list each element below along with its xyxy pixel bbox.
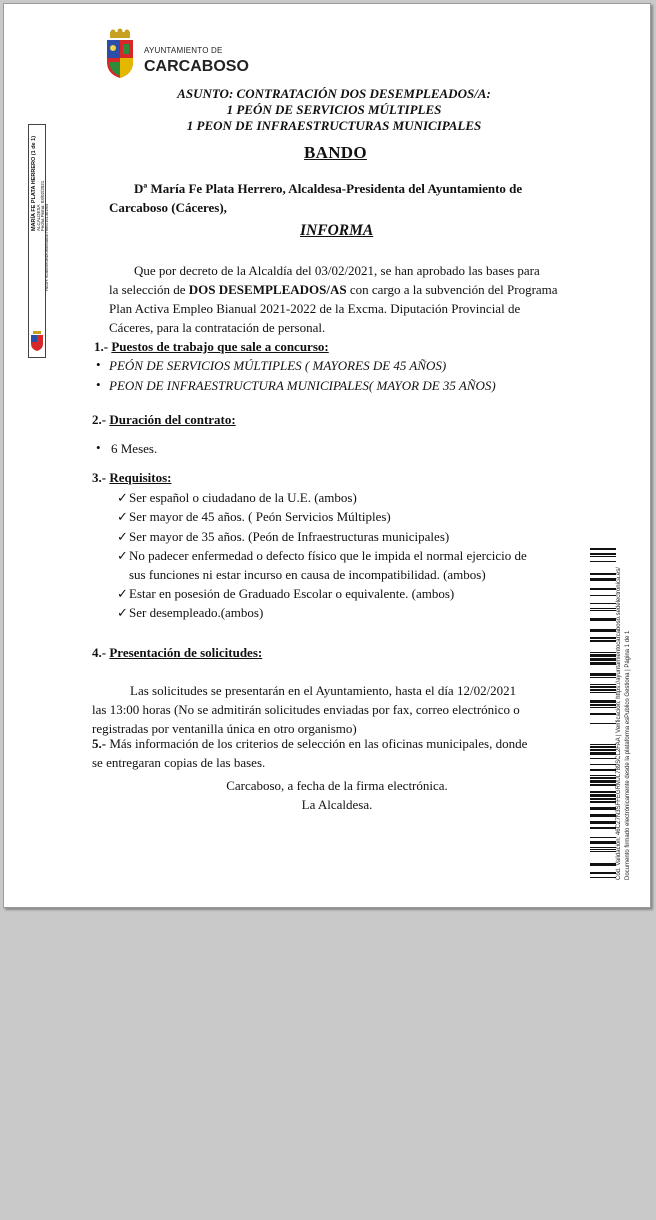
submission-paragraph bbox=[92, 681, 582, 738]
document-page bbox=[3, 3, 651, 908]
intro-block bbox=[109, 179, 583, 217]
requirement-text: Ser desempleado.(ambos) bbox=[129, 605, 264, 620]
stamp-date: Fecha Firma: 03/02/2021 bbox=[40, 180, 45, 231]
position-item-1: PEÓN DE SERVICIOS MÚLTIPLES ( MAYORES DE 45 AÑOS) bbox=[109, 358, 447, 373]
requirement-item-4-cont: sus funciones ni estar incurso en causa de incompatibilidad. (ambos) bbox=[129, 567, 486, 582]
requirement-item-5 bbox=[117, 586, 454, 602]
duration-item: 6 Meses. bbox=[111, 441, 158, 456]
section-number: 1.- bbox=[94, 339, 112, 354]
info-line-2: se entregaran copias de las bases. bbox=[92, 755, 266, 770]
subject-line-3: 1 PEON DE INFRAESTRUCTURAS MUNICIPALES bbox=[186, 118, 482, 133]
verification-text bbox=[616, 567, 646, 1220]
body-text: la selección de bbox=[109, 282, 189, 297]
bullet-icon: • bbox=[96, 377, 101, 392]
checkmark-icon: ✓ bbox=[117, 490, 128, 505]
stamp-hash: HASH: ff2d5c9e0e4e0f5b6a8f2b7f6fcc1613b1f64 bbox=[44, 203, 49, 291]
stamp-signer: MARÍA FE PLATA HERRERO (1 de 1) bbox=[31, 135, 37, 231]
requirement-item-3 bbox=[117, 529, 449, 545]
subject-block bbox=[84, 86, 584, 134]
section-title: Duración del contrato: bbox=[109, 412, 236, 427]
intro-line-2: Carcaboso (Cáceres), bbox=[109, 200, 227, 215]
requirement-item-1 bbox=[117, 490, 357, 506]
requirement-text: No padecer enfermedad o defecto físico que le impida el normal ejercicio de bbox=[129, 548, 527, 563]
closing-block bbox=[212, 776, 462, 814]
position-item-2: PEON DE INFRAESTRUCTURA MUNICIPALES( MAYOR DE 35 AÑOS) bbox=[109, 378, 496, 393]
bullet-icon: • bbox=[96, 357, 101, 372]
body-line-2 bbox=[109, 280, 583, 299]
intro-line-1: Dª María Fe Plata Herrero, Alcaldesa-Presidenta del Ayuntamiento de bbox=[134, 181, 523, 196]
section-3-heading bbox=[92, 470, 171, 486]
verification-code: Cód. Validación: 46CZ7N3SFFEGRMJL789SCL2FAA | Verificación: https://ayuntamientocarcaboso.sedelectronica.es/ bbox=[616, 567, 622, 880]
town-name: CARCABOSO bbox=[144, 58, 249, 75]
checkmark-icon: ✓ bbox=[117, 529, 128, 544]
body-line-4: Cáceres, para la contratación de personal. bbox=[109, 320, 326, 335]
requirement-item-4 bbox=[117, 548, 527, 564]
subject-line-1: ASUNTO: CONTRATACIÓN DOS DESEMPLEADOS/A: bbox=[177, 86, 491, 101]
closing-place-date: Carcaboso, a fecha de la firma electrónica. bbox=[226, 778, 448, 793]
requirement-text: Ser mayor de 35 años. (Peón de Infraestructuras municipales) bbox=[129, 529, 450, 544]
body-emphasis: DOS DESEMPLEADOS/AS bbox=[188, 282, 347, 297]
requirement-item-2 bbox=[117, 509, 391, 525]
body-line-3: Plan Activa Empleo Bianual 2021-2022 de la Excma. Diputación Provincial de bbox=[109, 301, 521, 316]
requirement-text: Estar en posesión de Graduado Escolar o equivalente. (ambos) bbox=[129, 586, 455, 601]
checkmark-icon: ✓ bbox=[117, 586, 128, 601]
verification-platform: Documento firmado electrónicamente desde la plataforma esPublico Gestiona | Página 1 de 1 bbox=[625, 630, 631, 880]
requirement-text: Ser español o ciudadano de la U.E. (ambos) bbox=[129, 490, 357, 505]
informa-heading: INFORMA bbox=[300, 222, 374, 239]
closing-signature: La Alcaldesa. bbox=[301, 797, 373, 812]
org-label: AYUNTAMIENTO DE bbox=[144, 46, 223, 55]
stamp-crest-icon bbox=[30, 331, 44, 351]
coat-of-arms-icon bbox=[104, 28, 136, 80]
submission-line-1: Las solicitudes se presentarán en el Ayuntamiento, hasta el día 12/02/2021 bbox=[130, 683, 517, 698]
submission-line-3: registradas por ventanilla única en otro organismo) bbox=[92, 721, 357, 736]
section-5-paragraph bbox=[92, 734, 582, 772]
checkmark-icon: ✓ bbox=[117, 548, 128, 563]
submission-line-2: las 13:00 horas (No se admitirán solicitudes enviadas por fax, correo electrónico o bbox=[92, 702, 520, 717]
signature-stamp bbox=[28, 124, 49, 358]
section-4-heading bbox=[92, 645, 262, 661]
info-text: Más información de los criterios de selección en las oficinas municipales, donde bbox=[109, 736, 528, 751]
section-2-heading bbox=[92, 412, 236, 428]
section-number: 3.- bbox=[92, 470, 110, 485]
section-title: Puestos de trabajo que sale a concurso: bbox=[111, 339, 329, 354]
body-text: con cargo a la subvención del Programa bbox=[346, 282, 558, 297]
section-number: 2.- bbox=[92, 412, 110, 427]
section-number: 5.- bbox=[92, 736, 110, 751]
body-paragraph bbox=[109, 261, 583, 337]
stamp-role: ALCALDESA bbox=[36, 204, 41, 231]
section-title: Presentación de solicitudes: bbox=[109, 645, 263, 660]
municipal-logo bbox=[104, 28, 249, 84]
body-line-1: Que por decreto de la Alcaldía del 03/02/2021, se han aprobado las bases para bbox=[134, 263, 540, 278]
checkmark-icon: ✓ bbox=[117, 509, 128, 524]
section-title: Requisitos: bbox=[109, 470, 172, 485]
info-line-1 bbox=[92, 734, 582, 753]
requirement-item-6 bbox=[117, 605, 263, 621]
checkmark-icon: ✓ bbox=[117, 605, 128, 620]
requirement-text: Ser mayor de 45 años. ( Peón Servicios Múltiples) bbox=[129, 509, 391, 524]
subject-line-2: 1 PEÓN DE SERVICIOS MÚLTIPLES bbox=[226, 102, 442, 117]
document-title: BANDO bbox=[304, 143, 367, 162]
bullet-icon: • bbox=[96, 440, 101, 455]
section-1-heading bbox=[94, 339, 329, 355]
section-number: 4.- bbox=[92, 645, 110, 660]
